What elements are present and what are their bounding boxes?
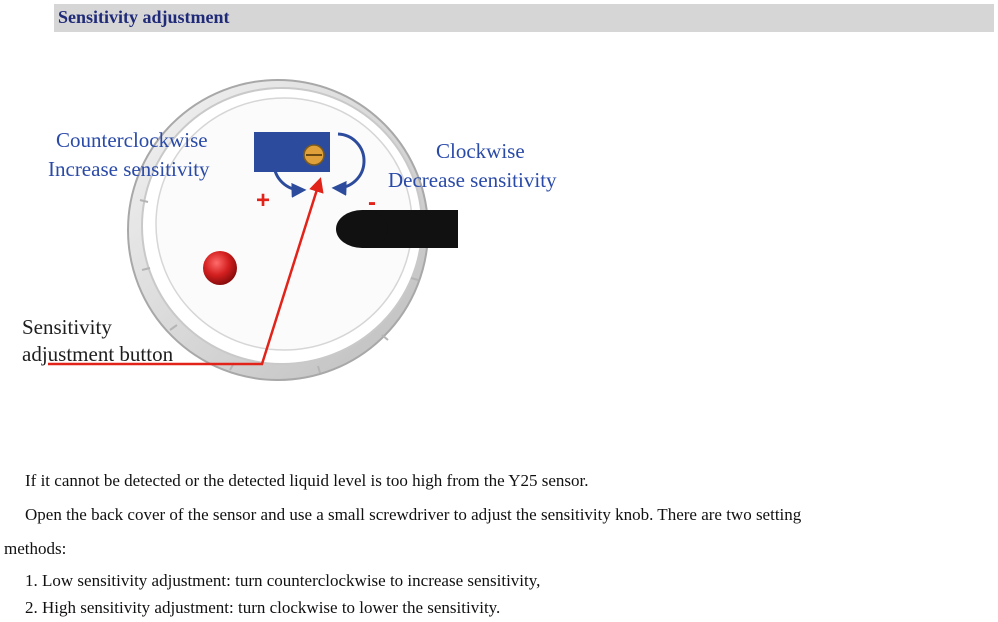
method-item-2: 2. High sensitivity adjustment: turn clockwise to lower the sensitivity. xyxy=(25,598,501,617)
section-header xyxy=(54,4,994,32)
increase-sensitivity-label: Increase sensitivity xyxy=(48,157,210,181)
cw-label: Clockwise xyxy=(436,139,525,163)
adjustment-button-label: adjustment button xyxy=(22,342,174,366)
decrease-sensitivity-label: Decrease sensitivity xyxy=(388,168,557,192)
indicator-led xyxy=(203,251,237,285)
sensor-illustration xyxy=(0,40,998,460)
intro-paragraph: If it cannot be detected or the detected liquid level is too high from the Y25 sensor. xyxy=(25,471,589,490)
sensitivity-button-label: Sensitivity xyxy=(22,315,112,339)
ccw-label: Counterclockwise xyxy=(56,128,208,152)
sensitivity-diagram xyxy=(0,40,998,460)
plus-sign: + xyxy=(256,187,271,214)
screwdriver-icon xyxy=(336,210,458,248)
instruction-continued: methods: xyxy=(4,539,67,558)
section-title: Sensitivity adjustment xyxy=(58,7,230,27)
minus-sign: - xyxy=(368,189,376,216)
sensitivity-knob xyxy=(304,145,324,165)
method-item-1: 1. Low sensitivity adjustment: turn counterclockwise to increase sensitivity, xyxy=(25,571,541,590)
instruction-paragraph: Open the back cover of the sensor and use a small screwdriver to adjust the sensitivity knob. There are two setting xyxy=(25,505,802,524)
